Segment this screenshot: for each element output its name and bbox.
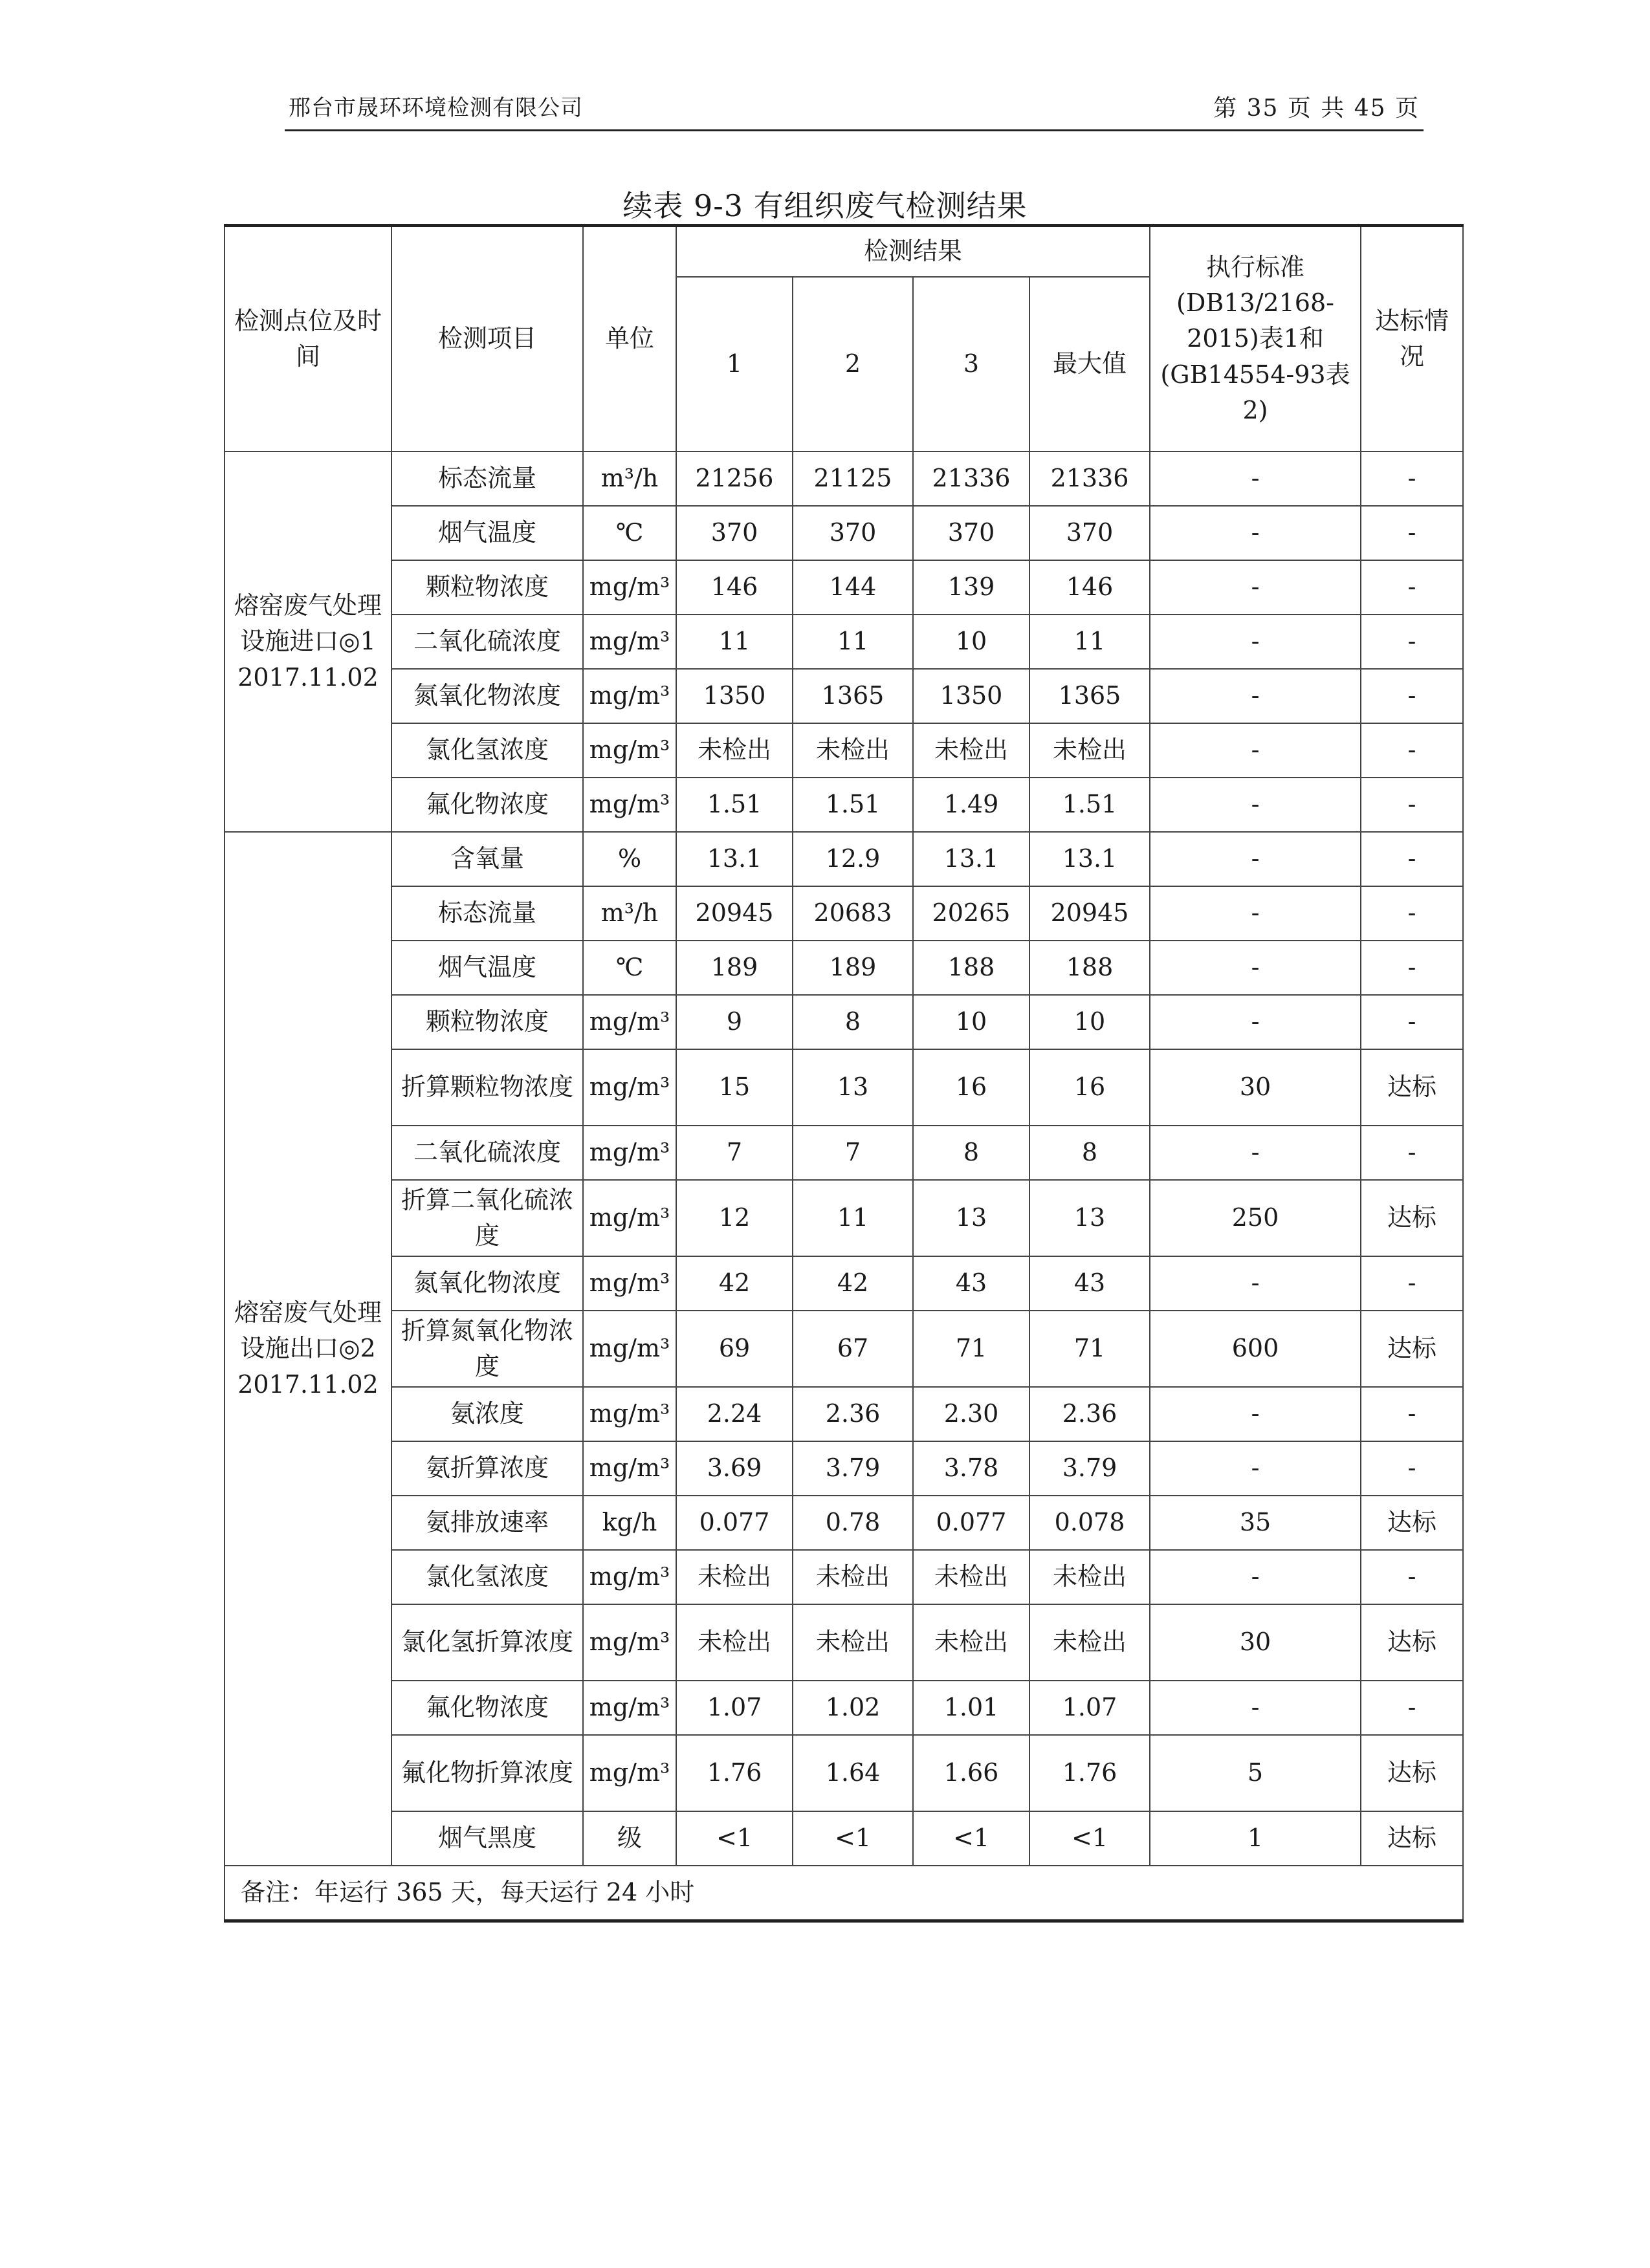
table-row (225, 1735, 1463, 1811)
item-cell: 氮氧化物浓度 (391, 669, 583, 723)
unit-cell: mg/m³ (583, 1735, 676, 1811)
result-3-cell: 未检出 (913, 723, 1029, 778)
standard-cell: 30 (1150, 1049, 1361, 1126)
compliance-cell: - (1361, 615, 1463, 669)
compliance-cell: 达标 (1361, 1496, 1463, 1550)
result-2-cell: 370 (793, 506, 913, 560)
unit-cell: mg/m³ (583, 1049, 676, 1126)
result-1-cell: 11 (676, 615, 793, 669)
result-2-cell: 12.9 (793, 832, 913, 886)
page-header (285, 78, 1424, 131)
unit-cell: mg/m³ (583, 669, 676, 723)
table-row (225, 1681, 1463, 1735)
result-1-cell: 1350 (676, 669, 793, 723)
result-2-cell: 189 (793, 941, 913, 995)
max-cell: 未检出 (1029, 723, 1150, 778)
unit-cell: mg/m³ (583, 1441, 676, 1496)
item-cell: 氮氧化物浓度 (391, 1256, 583, 1311)
max-cell: 11 (1029, 615, 1150, 669)
unit-cell: mg/m³ (583, 1311, 676, 1387)
table-row (225, 1604, 1463, 1681)
result-3-cell: 2.30 (913, 1387, 1029, 1441)
result-2-cell: 42 (793, 1256, 913, 1311)
table-row (225, 560, 1463, 615)
item-cell: 烟气温度 (391, 506, 583, 560)
result-3-cell: 0.077 (913, 1496, 1029, 1550)
compliance-cell: - (1361, 669, 1463, 723)
standard-cell: - (1150, 669, 1361, 723)
table-row (225, 1180, 1463, 1256)
result-1-cell: 20945 (676, 886, 793, 941)
location-cell: 熔窑废气处理设施出口◎2 2017.11.02 (225, 832, 391, 1866)
compliance-cell: 达标 (1361, 1811, 1463, 1866)
result-2-cell: 7 (793, 1126, 913, 1180)
item-cell: 折算颗粒物浓度 (391, 1049, 583, 1126)
result-1-cell: 189 (676, 941, 793, 995)
max-cell: 13.1 (1029, 832, 1150, 886)
table-row (225, 723, 1463, 778)
result-3-cell: 13.1 (913, 832, 1029, 886)
header-result-1: 1 (676, 277, 793, 452)
unit-cell: mg/m³ (583, 1180, 676, 1256)
table-note: 备注：年运行 365 天，每天运行 24 小时 (225, 1866, 1463, 1921)
max-cell: 1.51 (1029, 778, 1150, 832)
table-row (225, 1387, 1463, 1441)
max-cell: 71 (1029, 1311, 1150, 1387)
item-cell: 氟化物浓度 (391, 778, 583, 832)
max-cell: 13 (1029, 1180, 1150, 1256)
unit-cell: kg/h (583, 1496, 676, 1550)
standard-cell: - (1150, 1387, 1361, 1441)
table-row (225, 995, 1463, 1049)
compliance-cell: 达标 (1361, 1311, 1463, 1387)
result-3-cell: 10 (913, 995, 1029, 1049)
page-number: 第 35 页 共 45 页 (1213, 95, 1420, 122)
result-3-cell: <1 (913, 1811, 1029, 1866)
compliance-cell: - (1361, 1387, 1463, 1441)
max-cell: 21336 (1029, 452, 1150, 506)
compliance-cell: 达标 (1361, 1735, 1463, 1811)
result-2-cell: 1.02 (793, 1681, 913, 1735)
table-row (225, 832, 1463, 886)
max-cell: 1.76 (1029, 1735, 1150, 1811)
max-cell: 0.078 (1029, 1496, 1150, 1550)
result-1-cell: 42 (676, 1256, 793, 1311)
standard-cell: - (1150, 832, 1361, 886)
max-cell: 10 (1029, 995, 1150, 1049)
result-1-cell: 370 (676, 506, 793, 560)
item-cell: 氯化氢浓度 (391, 723, 583, 778)
max-cell: 1.07 (1029, 1681, 1150, 1735)
result-3-cell: 8 (913, 1126, 1029, 1180)
max-cell: 8 (1029, 1126, 1150, 1180)
standard-cell: - (1150, 778, 1361, 832)
compliance-cell: - (1361, 941, 1463, 995)
result-3-cell: 13 (913, 1180, 1029, 1256)
unit-cell: mg/m³ (583, 723, 676, 778)
item-cell: 颗粒物浓度 (391, 995, 583, 1049)
standard-cell: - (1150, 560, 1361, 615)
result-2-cell: <1 (793, 1811, 913, 1866)
standard-cell: 35 (1150, 1496, 1361, 1550)
table-row (225, 1441, 1463, 1496)
unit-cell: mg/m³ (583, 560, 676, 615)
compliance-cell: 达标 (1361, 1180, 1463, 1256)
item-cell: 氟化物浓度 (391, 1681, 583, 1735)
table-row (225, 1049, 1463, 1126)
item-cell: 氟化物折算浓度 (391, 1735, 583, 1811)
compliance-cell: - (1361, 560, 1463, 615)
compliance-cell: - (1361, 1256, 1463, 1311)
result-3-cell: 139 (913, 560, 1029, 615)
result-1-cell: 1.51 (676, 778, 793, 832)
standard-cell: - (1150, 995, 1361, 1049)
result-1-cell: 1.07 (676, 1681, 793, 1735)
unit-cell: mg/m³ (583, 995, 676, 1049)
result-3-cell: 1.01 (913, 1681, 1029, 1735)
compliance-cell: - (1361, 778, 1463, 832)
result-2-cell: 2.36 (793, 1387, 913, 1441)
result-1-cell: 13.1 (676, 832, 793, 886)
compliance-cell: - (1361, 506, 1463, 560)
item-cell: 二氧化硫浓度 (391, 615, 583, 669)
result-2-cell: 20683 (793, 886, 913, 941)
max-cell: 370 (1029, 506, 1150, 560)
result-2-cell: 未检出 (793, 1604, 913, 1681)
result-1-cell: 12 (676, 1180, 793, 1256)
table-row (225, 941, 1463, 995)
result-3-cell: 未检出 (913, 1550, 1029, 1604)
result-3-cell: 43 (913, 1256, 1029, 1311)
header-compliance: 达标情况 (1361, 226, 1463, 452)
max-cell: 188 (1029, 941, 1150, 995)
table-row (225, 452, 1463, 506)
unit-cell: m³/h (583, 452, 676, 506)
header-standard: 执行标准(DB13/2168-2015)表1和(GB14554-93表2) (1150, 226, 1361, 452)
compliance-cell: - (1361, 1681, 1463, 1735)
unit-cell: mg/m³ (583, 1604, 676, 1681)
result-3-cell: 71 (913, 1311, 1029, 1387)
result-2-cell: 11 (793, 1180, 913, 1256)
item-cell: 氨折算浓度 (391, 1441, 583, 1496)
header-location: 检测点位及时间 (225, 226, 391, 452)
table-row (225, 1126, 1463, 1180)
result-1-cell: 未检出 (676, 723, 793, 778)
table-title: 续表 9-3 有组织废气检测结果 (622, 188, 1028, 223)
result-2-cell: 1.51 (793, 778, 913, 832)
table-row (225, 1811, 1463, 1866)
result-2-cell: 0.78 (793, 1496, 913, 1550)
max-cell: 1365 (1029, 669, 1150, 723)
unit-cell: mg/m³ (583, 1126, 676, 1180)
results-table (224, 224, 1464, 1923)
compliance-cell: 达标 (1361, 1049, 1463, 1126)
item-cell: 氯化氢浓度 (391, 1550, 583, 1604)
unit-cell: mg/m³ (583, 1550, 676, 1604)
result-3-cell: 20265 (913, 886, 1029, 941)
result-1-cell: <1 (676, 1811, 793, 1866)
unit-cell: mg/m³ (583, 1681, 676, 1735)
table-row (225, 1311, 1463, 1387)
header-result-3: 3 (913, 277, 1029, 452)
result-2-cell: 1.64 (793, 1735, 913, 1811)
result-1-cell: 2.24 (676, 1387, 793, 1441)
table-row (225, 1496, 1463, 1550)
result-1-cell: 69 (676, 1311, 793, 1387)
results-body (225, 452, 1463, 1866)
result-1-cell: 未检出 (676, 1550, 793, 1604)
max-cell: 3.79 (1029, 1441, 1150, 1496)
table-row (225, 615, 1463, 669)
result-3-cell: 21336 (913, 452, 1029, 506)
compliance-cell: - (1361, 886, 1463, 941)
standard-cell: - (1150, 886, 1361, 941)
result-2-cell: 8 (793, 995, 913, 1049)
item-cell: 折算二氧化硫浓度 (391, 1180, 583, 1256)
item-cell: 标态流量 (391, 886, 583, 941)
max-cell: 20945 (1029, 886, 1150, 941)
result-3-cell: 16 (913, 1049, 1029, 1126)
compliance-cell: - (1361, 1550, 1463, 1604)
unit-cell: ℃ (583, 506, 676, 560)
standard-cell: 30 (1150, 1604, 1361, 1681)
result-3-cell: 370 (913, 506, 1029, 560)
item-cell: 烟气温度 (391, 941, 583, 995)
results-table-container (224, 224, 1462, 1923)
header-result-max: 最大值 (1029, 277, 1150, 452)
result-2-cell: 1365 (793, 669, 913, 723)
item-cell: 折算氮氧化物浓度 (391, 1311, 583, 1387)
unit-cell: % (583, 832, 676, 886)
result-1-cell: 9 (676, 995, 793, 1049)
item-cell: 氯化氢折算浓度 (391, 1604, 583, 1681)
result-1-cell: 21256 (676, 452, 793, 506)
unit-cell: ℃ (583, 941, 676, 995)
result-1-cell: 3.69 (676, 1441, 793, 1496)
unit-cell: mg/m³ (583, 778, 676, 832)
unit-cell: mg/m³ (583, 1387, 676, 1441)
table-row (225, 778, 1463, 832)
result-2-cell: 3.79 (793, 1441, 913, 1496)
standard-cell: 5 (1150, 1735, 1361, 1811)
table-row (225, 886, 1463, 941)
standard-cell: - (1150, 941, 1361, 995)
table-row (225, 1550, 1463, 1604)
company-name: 邢台市晟环环境检测有限公司 (289, 95, 583, 121)
result-3-cell: 1350 (913, 669, 1029, 723)
result-1-cell: 7 (676, 1126, 793, 1180)
header-item: 检测项目 (391, 226, 583, 452)
result-3-cell: 10 (913, 615, 1029, 669)
item-cell: 标态流量 (391, 452, 583, 506)
compliance-cell: - (1361, 995, 1463, 1049)
compliance-cell: - (1361, 1126, 1463, 1180)
result-2-cell: 11 (793, 615, 913, 669)
compliance-cell: 达标 (1361, 1604, 1463, 1681)
standard-cell: - (1150, 723, 1361, 778)
item-cell: 烟气黑度 (391, 1811, 583, 1866)
result-1-cell: 0.077 (676, 1496, 793, 1550)
max-cell: <1 (1029, 1811, 1150, 1866)
standard-cell: 600 (1150, 1311, 1361, 1387)
standard-cell: - (1150, 1550, 1361, 1604)
standard-cell: 250 (1150, 1180, 1361, 1256)
unit-cell: m³/h (583, 886, 676, 941)
result-2-cell: 未检出 (793, 1550, 913, 1604)
result-2-cell: 144 (793, 560, 913, 615)
result-3-cell: 188 (913, 941, 1029, 995)
result-1-cell: 1.76 (676, 1735, 793, 1811)
table-row (225, 506, 1463, 560)
unit-cell: 级 (583, 1811, 676, 1866)
unit-cell: mg/m³ (583, 1256, 676, 1311)
location-cell: 熔窑废气处理设施进口◎1 2017.11.02 (225, 452, 391, 832)
header-result-2: 2 (793, 277, 913, 452)
result-3-cell: 1.49 (913, 778, 1029, 832)
result-1-cell: 15 (676, 1049, 793, 1126)
max-cell: 16 (1029, 1049, 1150, 1126)
result-2-cell: 未检出 (793, 723, 913, 778)
max-cell: 146 (1029, 560, 1150, 615)
standard-cell: - (1150, 1126, 1361, 1180)
standard-cell: - (1150, 452, 1361, 506)
result-2-cell: 21125 (793, 452, 913, 506)
item-cell: 颗粒物浓度 (391, 560, 583, 615)
result-2-cell: 67 (793, 1311, 913, 1387)
result-1-cell: 未检出 (676, 1604, 793, 1681)
table-row (225, 1256, 1463, 1311)
max-cell: 未检出 (1029, 1550, 1150, 1604)
max-cell: 43 (1029, 1256, 1150, 1311)
compliance-cell: - (1361, 452, 1463, 506)
header-results-group: 检测结果 (676, 226, 1150, 278)
compliance-cell: - (1361, 723, 1463, 778)
table-row (225, 669, 1463, 723)
item-cell: 含氧量 (391, 832, 583, 886)
standard-cell: - (1150, 1441, 1361, 1496)
unit-cell: mg/m³ (583, 615, 676, 669)
result-3-cell: 未检出 (913, 1604, 1029, 1681)
max-cell: 未检出 (1029, 1604, 1150, 1681)
header-unit: 单位 (583, 226, 676, 452)
compliance-cell: - (1361, 1441, 1463, 1496)
result-3-cell: 3.78 (913, 1441, 1029, 1496)
standard-cell: - (1150, 1256, 1361, 1311)
result-1-cell: 146 (676, 560, 793, 615)
standard-cell: - (1150, 615, 1361, 669)
item-cell: 二氧化硫浓度 (391, 1126, 583, 1180)
result-3-cell: 1.66 (913, 1735, 1029, 1811)
item-cell: 氨排放速率 (391, 1496, 583, 1550)
standard-cell: 1 (1150, 1811, 1361, 1866)
standard-cell: - (1150, 1681, 1361, 1735)
max-cell: 2.36 (1029, 1387, 1150, 1441)
item-cell: 氨浓度 (391, 1387, 583, 1441)
compliance-cell: - (1361, 832, 1463, 886)
result-2-cell: 13 (793, 1049, 913, 1126)
standard-cell: - (1150, 506, 1361, 560)
